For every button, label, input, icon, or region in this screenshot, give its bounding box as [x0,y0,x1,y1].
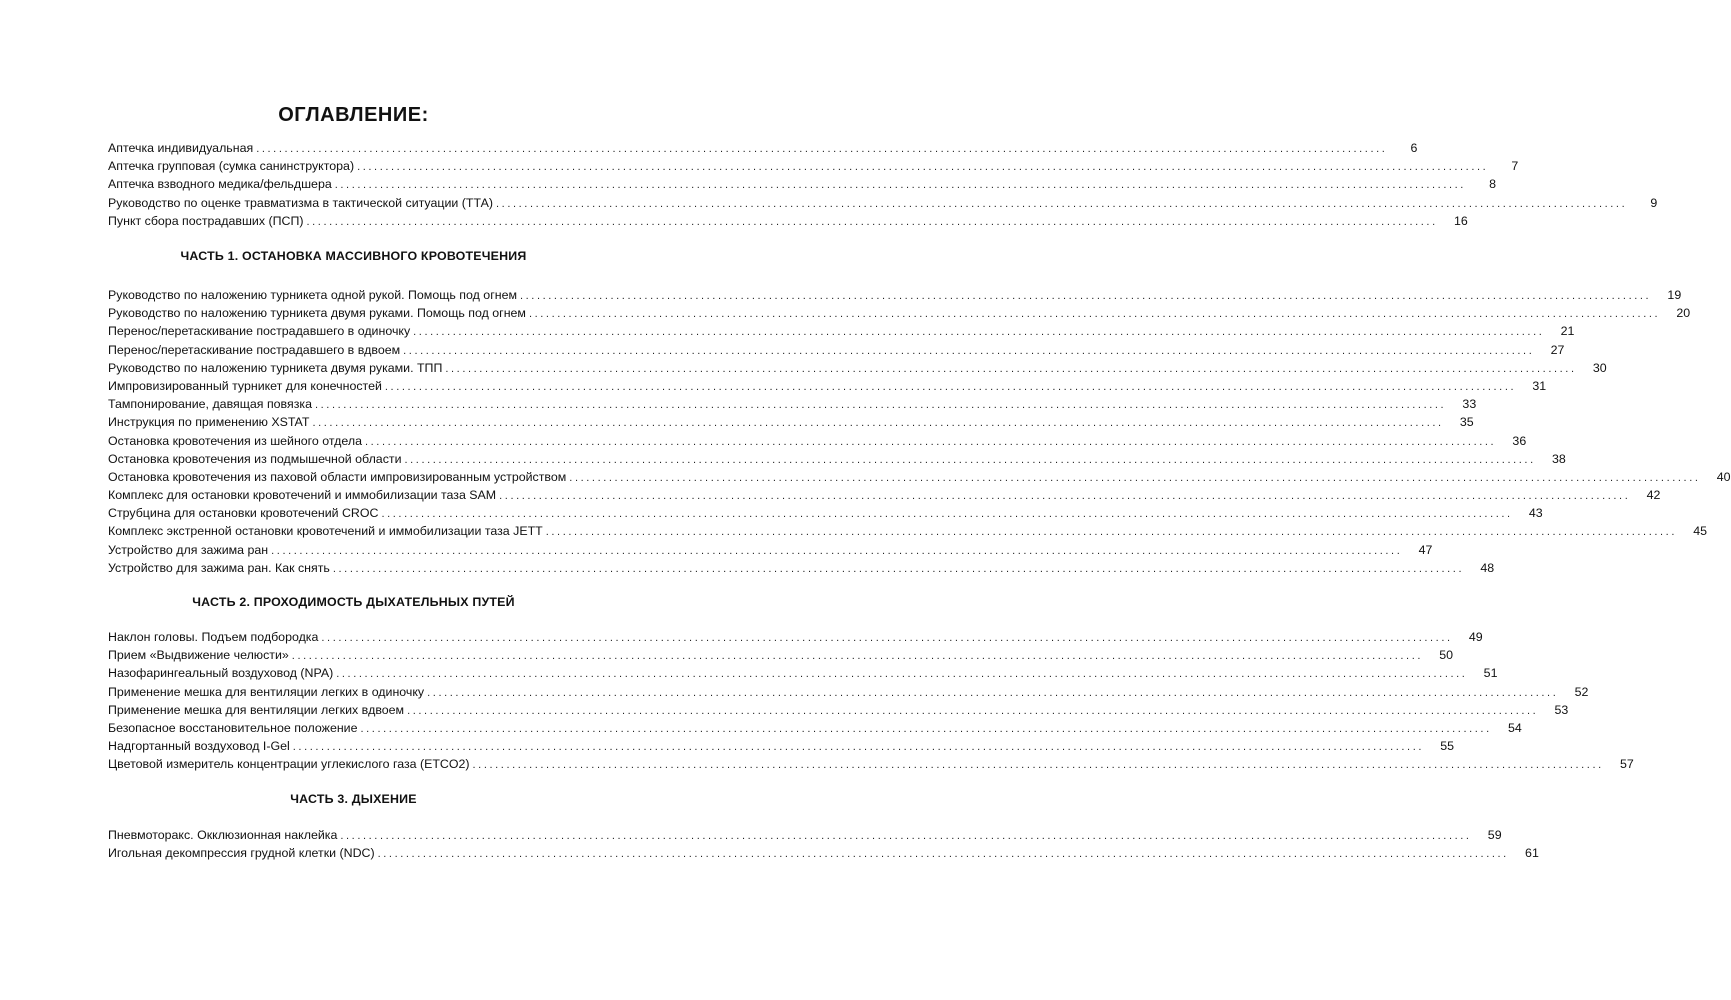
toc-entry-page: 27 [1550,342,1565,357]
toc-entry [108,212,1468,230]
toc-leader-dots: ........................................................................................................................................................................................................ [291,650,1424,663]
toc-entry-page: 49 [1468,630,1483,644]
toc-entry-label: Руководство по наложению турникета двумя руками. ТПП [108,360,443,375]
toc-leader-dots: ........................................................................................................................................................................................................ [545,526,1677,539]
toc-entry-page: 45 [1693,524,1707,539]
toc-entry-page: 38 [1551,451,1566,466]
toc-entry [108,522,1707,540]
toc-entry-label: Тампонирование, давящая повязка [108,397,312,412]
toc-leader-dots: ........................................................................................................................................................................................................ [427,686,1559,699]
toc-entry-page: 8 [1489,177,1496,192]
toc-entry-label: Инструкция по применению XSTAT [108,415,310,430]
toc-entry-page: 51 [1483,666,1498,681]
toc-leader-dots: ........................................................................................................................................................................................................ [271,544,1403,557]
toc-leader-dots: ........................................................................................................................................................................................................ [472,759,1604,772]
toc-entry-label: Перенос/перетаскивание пострадавшего в одиночку [108,324,411,339]
toc-entry-label: Пневмоторакс. Окклюзионная наклейка [108,828,338,842]
toc-entry-page: 57 [1619,757,1634,772]
toc-entry [108,719,1522,737]
part-2-list [108,628,1634,774]
toc-entry-label: Аптечка взводного медика/фельдшера [108,177,332,192]
toc-leader-dots: ........................................................................................................................................................................................................ [445,362,1577,375]
toc-entry [108,826,1502,844]
toc-entry-page: 53 [1554,702,1569,717]
toc-entry-page: 36 [1512,433,1527,448]
toc-entry [108,194,1658,212]
toc-entry [108,395,1477,413]
toc-intro-list [108,139,1658,230]
toc-leader-dots: ........................................................................................................................................................................................................ [364,435,1497,448]
toc-entry-page: 61 [1525,846,1539,861]
part-3-list [108,826,1539,862]
toc-leader-dots: ........................................................................................................................................................................................................ [528,308,1661,321]
toc-entry-label: Перенос/перетаскивание пострадавшего в вдвоем [108,342,401,357]
toc-entry-page: 47 [1418,542,1433,557]
toc-leader-dots: ........................................................................................................................................................................................................ [312,417,1444,430]
toc-leader-dots: ........................................................................................................................................................................................................ [334,179,1466,192]
toc-leader-dots: ........................................................................................................................................................................................................ [403,344,1535,357]
toc-entry [108,341,1565,359]
toc-entry-label: Импровизированный турникет для конечностей [108,378,382,393]
toc-entry-page: 20 [1676,306,1691,321]
toc-leader-dots: ........................................................................................................................................................................................................ [321,632,1453,644]
toc-entry-page: 40 [1716,469,1731,484]
toc-entry-page: 35 [1459,415,1474,430]
toc-leader-dots: ........................................................................................................................................................................................................ [381,508,1513,521]
toc-entry-label: Игольная декомпрессия грудной клетки (NDC) [108,846,375,861]
toc-entry-page: 19 [1667,288,1682,302]
toc-entry [108,322,1575,340]
toc-leader-dots: ........................................................................................................................................................................................................ [336,668,1468,681]
toc-leader-dots: ........................................................................................................................................................................................................ [404,453,1536,466]
toc-entry-page: 54 [1507,720,1522,735]
toc-entry [108,175,1496,193]
toc-entry-label: Надгортанный воздуховод I-Gel [108,739,290,754]
toc-leader-dots: ........................................................................................................................................................................................................ [340,830,1472,842]
toc-entry [108,432,1527,450]
part-2-title: ЧАСТЬ 2. ПРОХОДИМОСТЬ ДЫХАТЕЛЬНЫХ ПУТЕЙ [192,595,515,609]
toc-entry-page: 31 [1532,378,1547,393]
toc-entry-page: 16 [1453,213,1468,228]
toc-entry-page: 33 [1462,397,1477,412]
toc-entry [108,304,1691,322]
toc-entry-label: Цветовой измеритель концентрации углекислого газа (ETCO2) [108,757,470,772]
toc-leader-dots: ........................................................................................................................................................................................................ [306,215,1438,228]
toc-entry-page: 48 [1480,560,1495,575]
toc-entry-label: Аптечка групповая (сумка санинструктора) [108,159,355,174]
toc-entry-label: Устройство для зажима ран. Как снять [108,560,330,575]
toc-entry [108,628,1483,646]
toc-entry [108,468,1731,486]
toc-entry [108,157,1519,175]
toc-entry [108,504,1543,522]
toc-entry [108,139,1418,157]
toc-entry-label: Прием «Выдвижение челюсти» [108,648,289,663]
toc-entry-label: Руководство по оценке травматизма в тактической ситуации (ТТА) [108,195,494,210]
toc-entry-page: 43 [1528,506,1543,521]
toc-entry [108,737,1455,755]
toc-entry-page: 42 [1646,488,1661,503]
toc-entry-label: Комплекс экстренной остановки кровотечений и иммобилизации таза JETT [108,524,543,539]
toc-entry-label: Остановка кровотечения из подмышечной области [108,451,402,466]
toc-leader-dots: ........................................................................................................................................................................................................ [519,290,1652,302]
toc-entry-label: Пункт сбора пострадавших (ПСП) [108,213,304,228]
toc-leader-dots: ........................................................................................................................................................................................................ [384,380,1517,393]
toc-entry-label: Безопасное восстановительное положение [108,720,358,735]
toc-leader-dots: ........................................................................................................................................................................................................ [332,562,1465,575]
toc-entry [108,844,1539,862]
toc-leader-dots: ........................................................................................................................................................................................................ [377,848,1509,861]
toc-entry-label: Руководство по наложению турникета двумя руками. Помощь под огнем [108,306,526,321]
toc-entry-page: 50 [1439,648,1454,663]
toc-entry [108,486,1661,504]
part-3-title: ЧАСТЬ 3. ДЫХЕНИЕ [290,792,417,806]
toc-entry [108,450,1566,468]
toc-entry-label: Остановка кровотечения из шейного отдела [108,433,362,448]
toc-entry-label: Применение мешка для вентиляции легких вдвоем [108,702,405,717]
toc-leader-dots: ........................................................................................................................................................................................................ [360,722,1492,735]
toc-leader-dots: ........................................................................................................................................................................................................ [499,490,1631,503]
toc-entry-label: Применение мешка для вентиляции легких в одиночку [108,684,425,699]
toc-entry [108,286,1682,304]
toc-entry-label: Руководство по наложению турникета одной рукой. Помощь под огнем [108,288,517,302]
toc-entry [108,664,1498,682]
toc-entry-label: Комплекс для остановки кровотечений и иммобилизации таза SAM [108,488,497,503]
toc-entry-label: Аптечка индивидуальная [108,141,254,155]
toc-leader-dots: ........................................................................................................................................................................................................ [496,197,1628,210]
toc-entry-label: Струбцина для остановки кровотечений CROC [108,506,379,521]
toc-leader-dots: ........................................................................................................................................................................................................ [407,704,1539,717]
toc-title: ОГЛАВЛЕНИЕ: [278,104,429,126]
toc-entry [108,559,1495,577]
toc-entry [108,646,1454,664]
toc-entry-page: 9 [1650,195,1658,210]
toc-entry-page: 55 [1440,739,1455,754]
part-1-title: ЧАСТЬ 1. ОСТАНОВКА МАССИВНОГО КРОВОТЕЧЕНИЯ [180,249,527,263]
toc-entry [108,413,1474,431]
toc-leader-dots: ........................................................................................................................................................................................................ [256,143,1388,155]
toc-leader-dots: ........................................................................................................................................................................................................ [569,471,1701,484]
toc-entry-page: 21 [1560,324,1575,339]
toc-entry-page: 6 [1410,141,1418,155]
toc-entry-page: 7 [1511,159,1519,174]
toc-leader-dots: ........................................................................................................................................................................................................ [292,741,1425,754]
toc-entry [108,541,1433,559]
toc-entry-page: 52 [1574,684,1589,699]
toc-entry-page: 30 [1592,360,1607,375]
toc-entry-page: 59 [1487,828,1502,842]
toc-entry [108,359,1607,377]
toc-entry [108,755,1634,773]
toc-entry [108,683,1589,701]
toc-entry-label: Остановка кровотечения из паховой области импровизированным устройством [108,469,567,484]
toc-leader-dots: ........................................................................................................................................................................................................ [413,326,1545,339]
toc-entry-label: Наклон головы. Подъем подбородка [108,630,319,644]
toc-entry-label: Устройство для зажима ран [108,542,269,557]
toc-entry [108,701,1569,719]
part-1-list [108,286,1731,577]
toc-entry-label: Назофарингеальный воздуховод (NPA) [108,666,334,681]
toc-leader-dots: ........................................................................................................................................................................................................ [357,161,1489,174]
toc-entry [108,377,1547,395]
toc-leader-dots: ........................................................................................................................................................................................................ [314,399,1447,412]
